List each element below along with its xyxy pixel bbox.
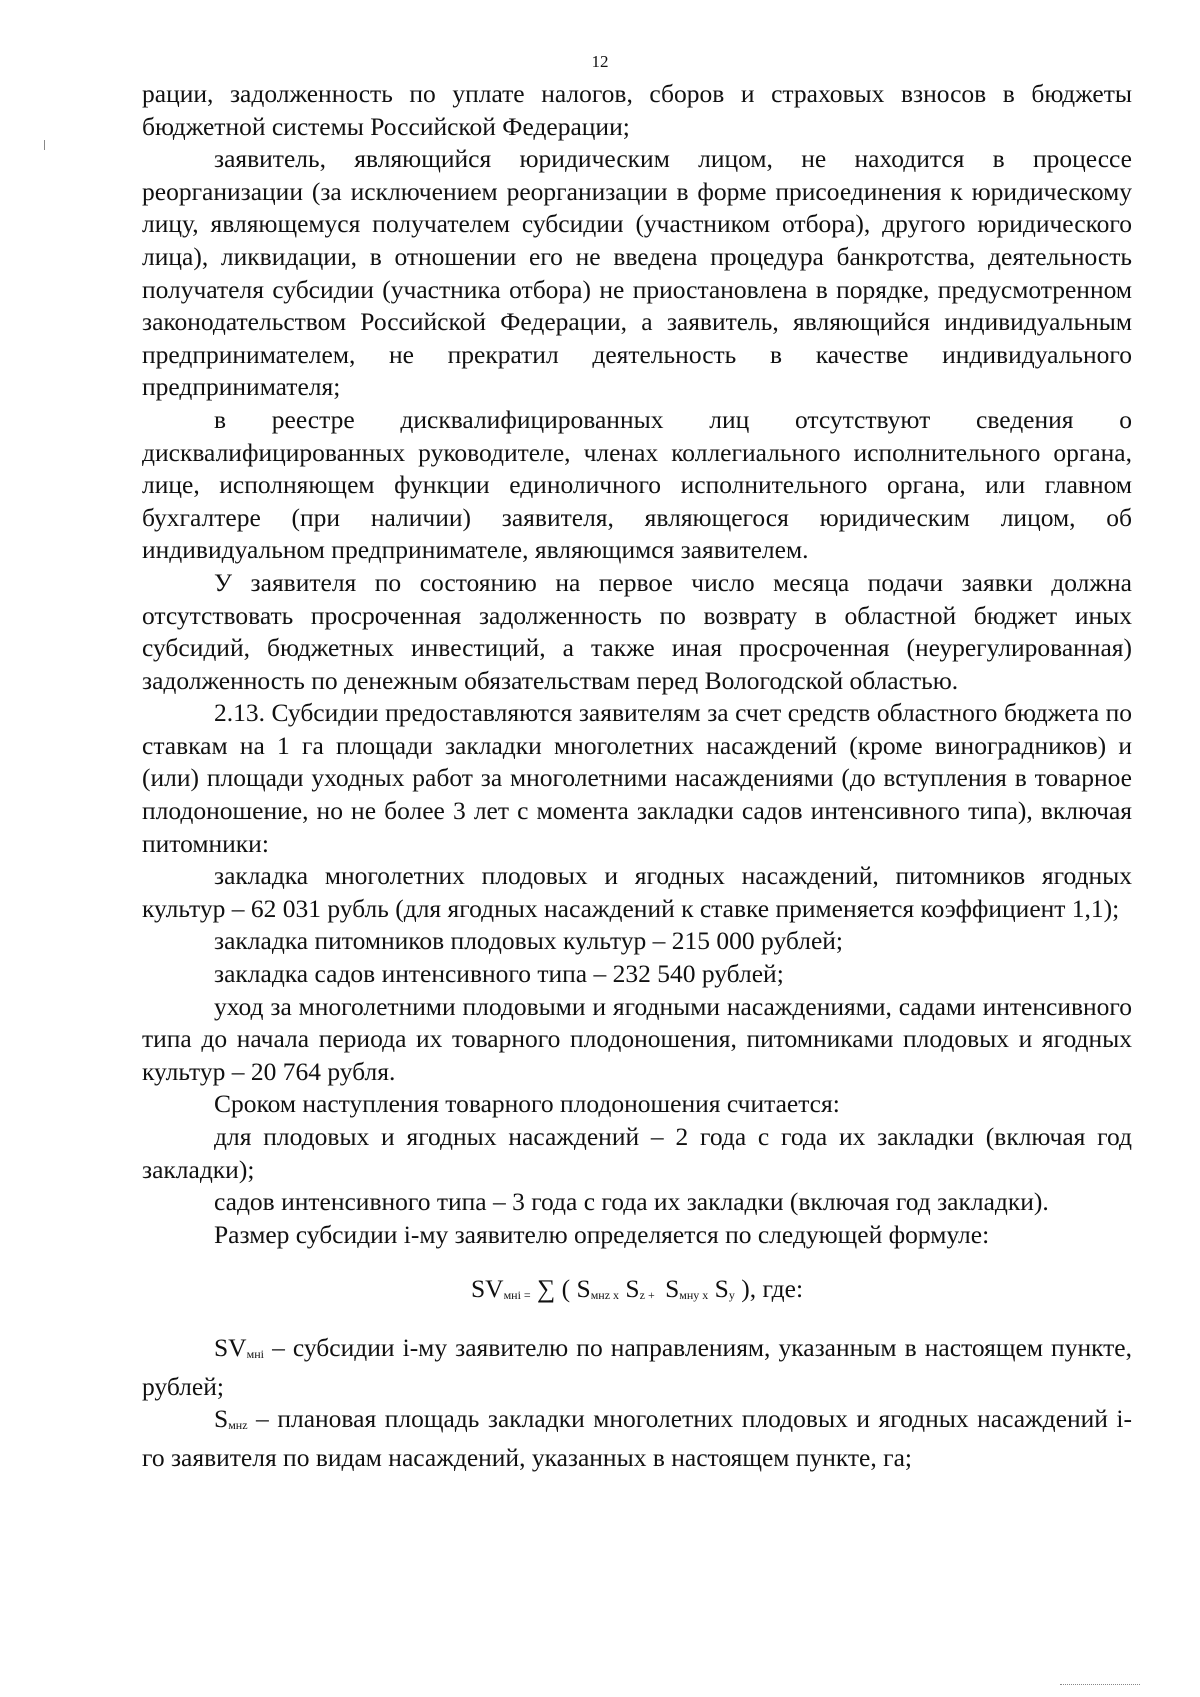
term-intensive: садов интенсивного типа – 3 года с года их закладки (включая год закладки). <box>214 1187 1049 1217</box>
rate-intensive-gardens: закладка садов интенсивного типа – 232 540 рублей; <box>214 959 784 989</box>
paragraph-reorganization: заявитель, являющийся юридическим лицом, не находится в процессе реорганизации (за исключением реорганизации в форме присоединения к юридическому лицу, являющемуся получателем субсидии (участником отбора), другого юридического лица), ликвидации, в отношении его не введена процедура банкротства, деятельность получателя субсидии (участника отбора) не приостановлена в порядке, предусмотренном законодательством Российской Федерации, а заявитель, являющийся индивидуальным предпринимателем, не прекратил деятельность в качестве индивидуального предпринимателя; <box>142 144 1132 402</box>
term-fruit-berry: для плодовых и ягодных насаждений – 2 года с года их закладки (включая год закладки); <box>142 1122 1132 1184</box>
document-body <box>142 78 1132 1474</box>
paragraph-2-13: 2.13. Субсидии предоставляются заявителям за счет средств областного бюджета по ставкам на 1 га площади закладки многолетних насаждений (кроме виноградников) и (или) площади уходных работ за многолетними насаждениями (до вступления в товарное плодоношение, но не более 3 лет с момента закладки садов интенсивного типа), включая питомники: <box>142 698 1132 858</box>
page-number: 12 <box>591 52 609 71</box>
margin-mark <box>44 140 45 150</box>
definition-smnz: $S_{мнz}$ – плановая площадь закладки многолетних плодовых и ягодных насаждений i-го заявителя по видам насаждений, указанных в настоящем пункте, га; <box>142 1404 1132 1472</box>
scan-corner-mark <box>1060 1678 1140 1685</box>
subsidy-formula: $SV_{мнi}$ $_=$ ∑ ( $S_{мнz}$ $_x$ $S_z$ $_+$ $S_{мну}$ $_x$ $S_y$ ), где: <box>470 1274 804 1304</box>
rate-fruit-nursery: закладка питомников плодовых культур – 215 000 рублей; <box>214 926 843 956</box>
definition-sv: $SV_{мнi}$ – субсидии i-му заявителю по направлениям, указанным в настоящем пункте, рублей; <box>142 1332 1132 1401</box>
paragraph-fruiting-term: Сроком наступления товарного плодоношения считается: <box>214 1089 840 1119</box>
paragraph-formula-intro: Размер субсидии i-му заявителю определяется по следующей формуле: <box>214 1219 990 1249</box>
rate-care: уход за многолетними плодовыми и ягодными насаждениями, садами интенсивного типа до начала периода их товарного плодоношения, питомниками плодовых и ягодных культур – 20 764 рубля. <box>142 991 1132 1086</box>
paragraph-overdue-debt: У заявителя по состоянию на первое число месяца подачи заявки должна отсутствовать просроченная задолженность по возврату в областной бюджет иных субсидий, бюджетных инвестиций, а также иная просроченная (неурегулированная) задолженность по денежным обязательствам перед Вологодской областью. <box>142 567 1132 695</box>
paragraph-continuation: рации, задолженность по уплате налогов, сборов и страховых взносов в бюджеты бюджетной системы Российской Федерации; <box>142 79 1132 141</box>
paragraph-disqualified-registry: в реестре дисквалифицированных лиц отсутствуют сведения о дисквалифицированных руководителе, членах коллегиального исполнительного органа, лице, исполняющем функции единоличного исполнительного органа, или главном бухгалтере (при наличии) заявителя, являющегося юридическим лицом, об индивидуальном предпринимателе, являющимся заявителем. <box>142 404 1132 565</box>
rate-berry-planting: закладка многолетних плодовых и ягодных насаждений, питомников ягодных культур – 62 031 рубль (для ягодных насаждений к ставке применяется коэффициент 1,1); <box>142 861 1132 923</box>
